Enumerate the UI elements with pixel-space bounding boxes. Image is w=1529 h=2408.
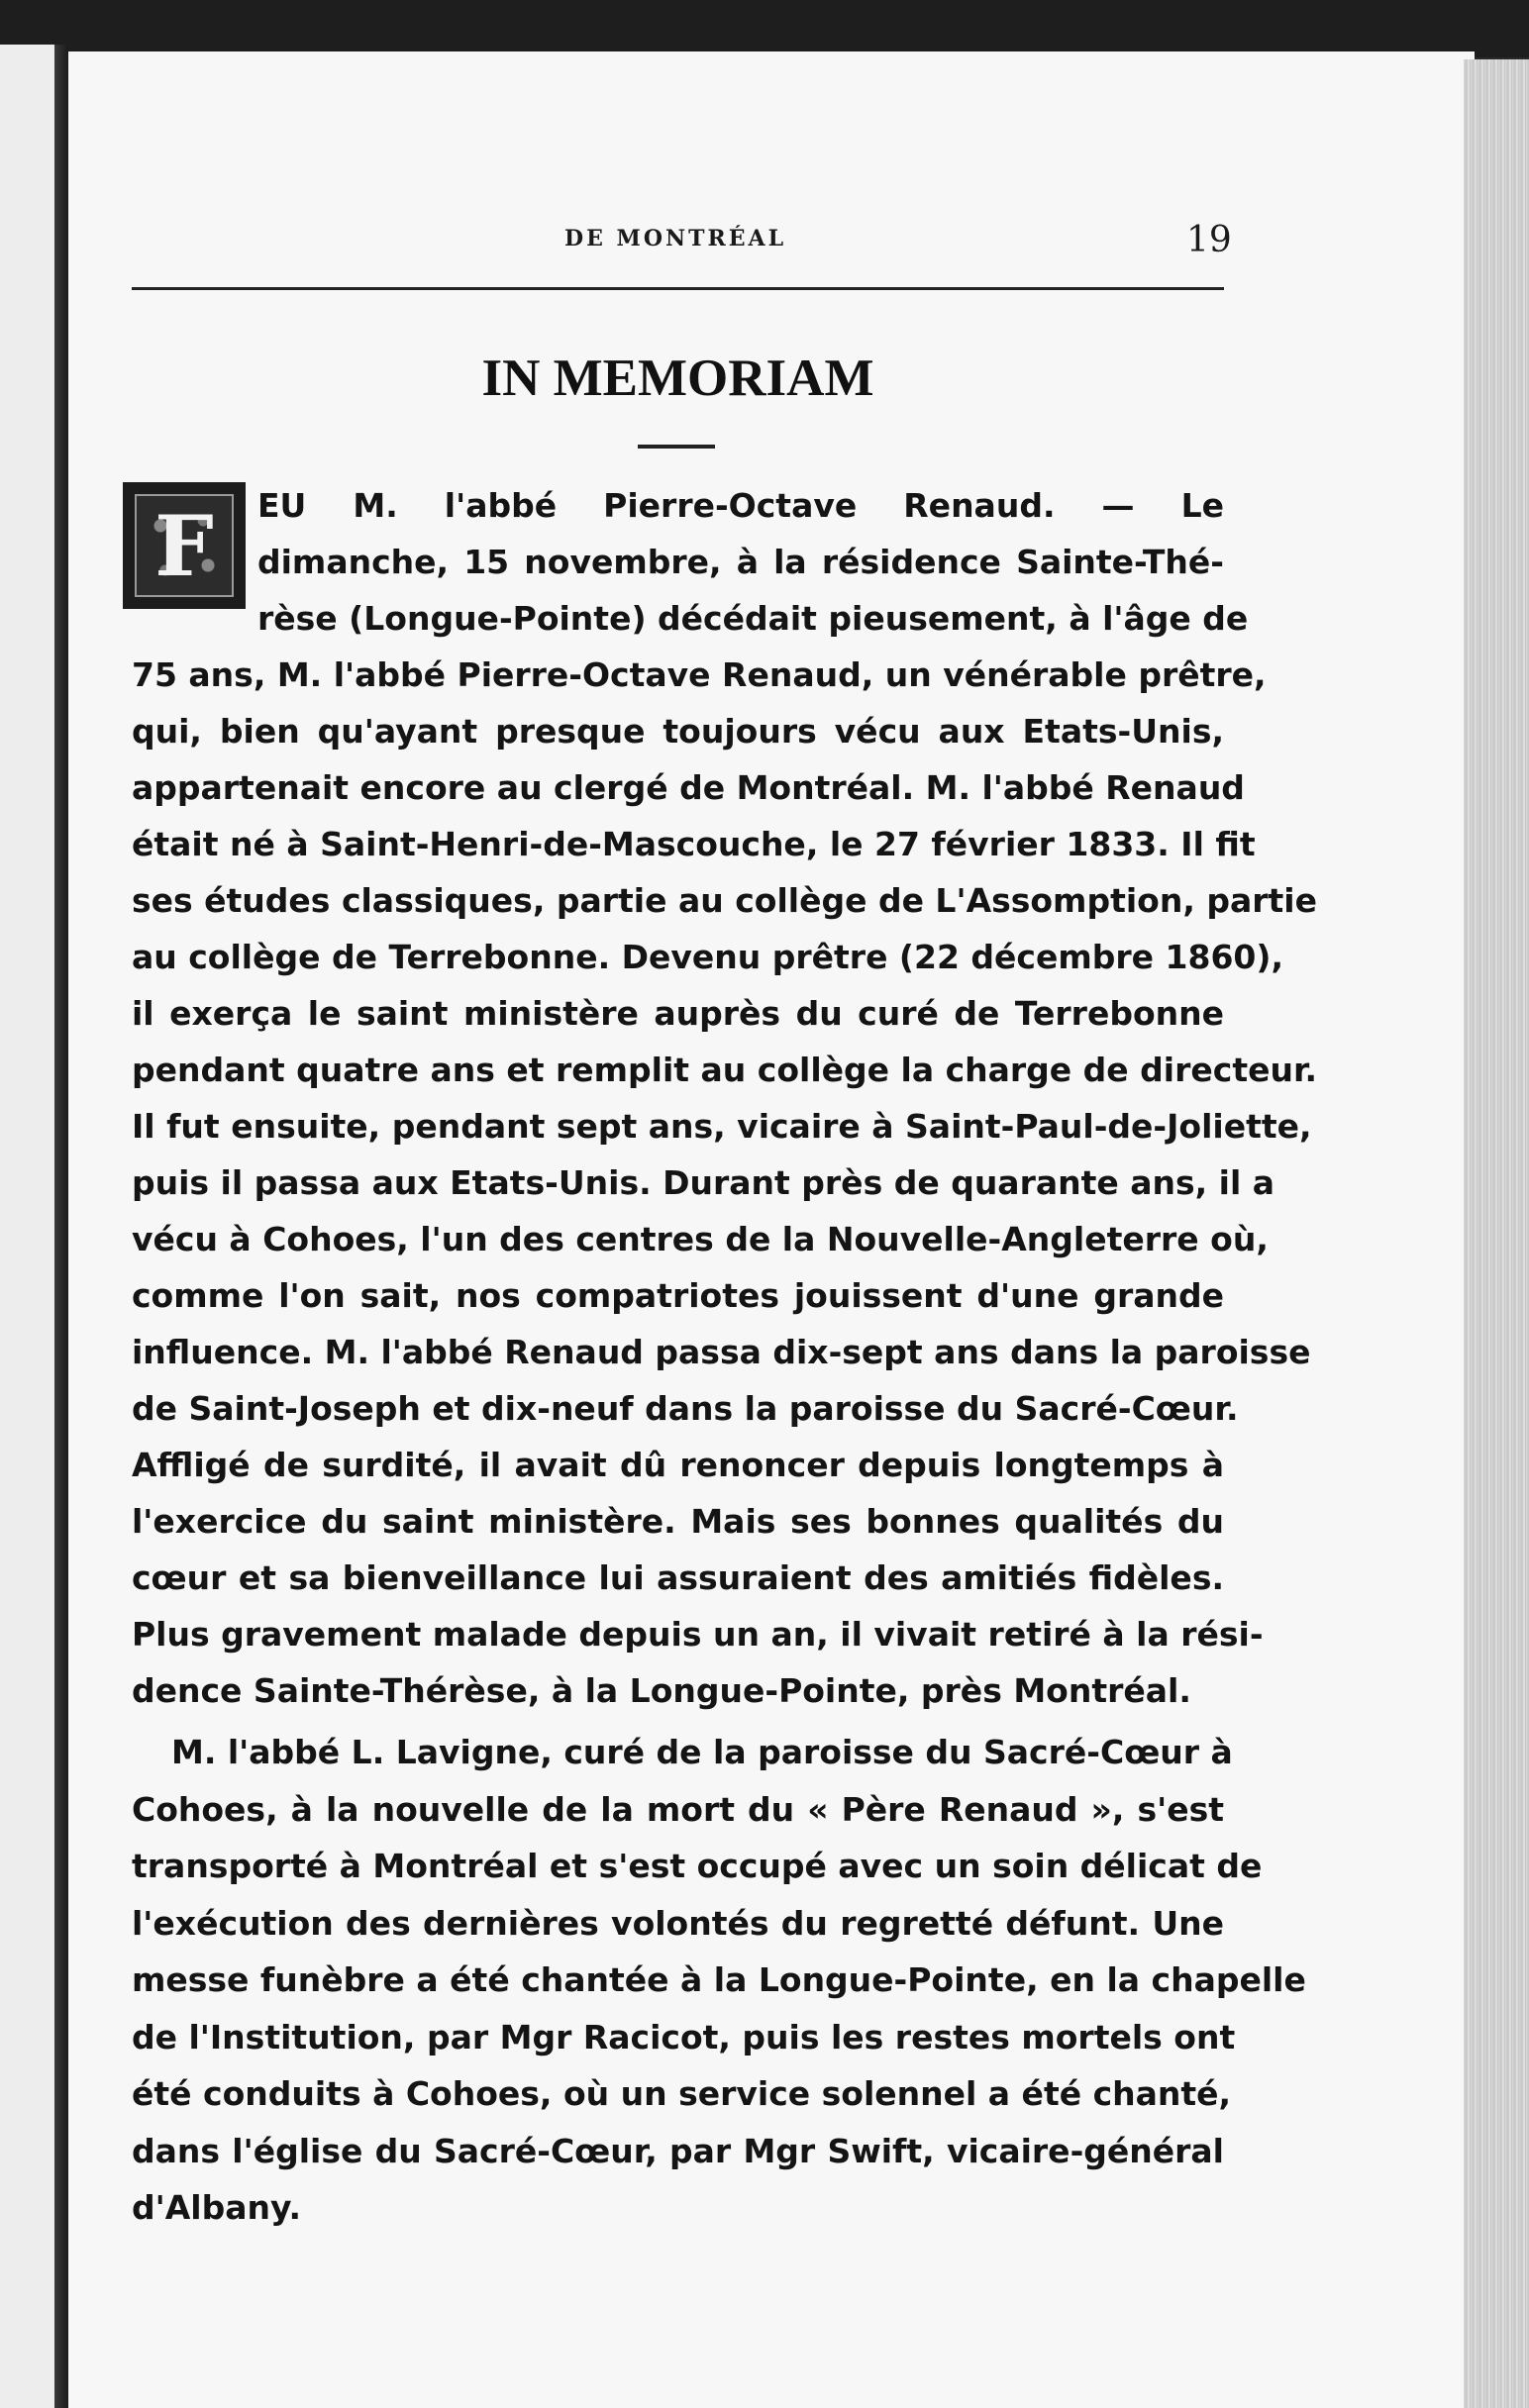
text-line: l'exécution des dernières volontés du regretté défunt. Une	[132, 1903, 1224, 1943]
text-line: d'Albany.	[132, 2188, 301, 2227]
text-line: pendant quatre ans et remplit au collège la charge de directeur.	[132, 1051, 1318, 1089]
text-line: dence Sainte-Thérèse, à la Longue-Pointe, près Montréal.	[132, 1671, 1191, 1710]
text-line: cœur et sa bienveillance lui assuraient des amitiés fidèles.	[132, 1558, 1224, 1597]
book-spine	[54, 45, 68, 2408]
text-line: dans l'église du Sacré-Cœur, par Mgr Swift, vicaire-général	[132, 2131, 1224, 2170]
text-line: 75 ans, M. l'abbé Pierre-Octave Renaud, un vénérable prêtre,	[132, 655, 1267, 694]
text-line: l'exercice du saint ministère. Mais ses bonnes qualités du	[132, 1502, 1224, 1541]
article-title: IN MEMORIAM	[481, 350, 874, 407]
title-rule	[638, 445, 715, 449]
text-line: Plus gravement malade depuis un an, il vivait retiré à la rési-	[132, 1615, 1264, 1654]
running-head: DE MONTRÉAL	[564, 226, 787, 251]
text-line: puis il passa aux Etats-Unis. Durant près de quarante ans, il a	[132, 1163, 1275, 1202]
ornamental-dropcap	[123, 482, 246, 609]
text-line: de Saint-Joseph et dix-neuf dans la paroisse du Sacré-Cœur.	[132, 1389, 1239, 1428]
facing-page-edge	[0, 45, 61, 2408]
text-line: il exerça le saint ministère auprès du curé de Terrebonne	[132, 994, 1224, 1033]
text-line: M. l'abbé L. Lavigne, curé de la paroisse du Sacré-Cœur à	[171, 1733, 1233, 1771]
page-number: 19	[1186, 220, 1232, 260]
text-line: était né à Saint-Henri-de-Mascouche, le 27 février 1833. Il fit	[132, 825, 1256, 863]
text-line: messe funèbre a été chantée à la Longue-Pointe, en la chapelle	[132, 1960, 1306, 1999]
dropcap-letter: F	[135, 494, 234, 597]
text-line: Il fut ensuite, pendant sept ans, vicaire à Saint-Paul-de-Joliette,	[132, 1107, 1312, 1146]
header-rule	[132, 287, 1224, 290]
text-line: dimanche, 15 novembre, à la résidence Sainte-Thé-	[257, 543, 1224, 581]
text-line: comme l'on sait, nos compatriotes jouissent d'une grande	[132, 1276, 1224, 1315]
text-line: appartenait encore au clergé de Montréal. M. l'abbé Renaud	[132, 768, 1245, 807]
text-line: Affligé de surdité, il avait dû renoncer depuis longtemps à	[132, 1446, 1224, 1484]
text-line: transporté à Montréal et s'est occupé avec un soin délicat de	[132, 1847, 1263, 1885]
text-line: influence. M. l'abbé Renaud passa dix-sept ans dans la paroisse	[132, 1333, 1311, 1371]
text-line: vécu à Cohoes, l'un des centres de la Nouvelle-Angleterre où,	[132, 1220, 1269, 1258]
text-line: EU M. l'abbé Pierre-Octave Renaud. — Le	[257, 486, 1224, 525]
text-line: au collège de Terrebonne. Devenu prêtre (22 décembre 1860),	[132, 938, 1283, 976]
text-line: été conduits à Cohoes, où un service solennel a été chanté,	[132, 2074, 1232, 2113]
text-line: Cohoes, à la nouvelle de la mort du « Père Renaud », s'est	[132, 1789, 1224, 1829]
text-line: de l'Institution, par Mgr Racicot, puis les restes mortels ont	[132, 2017, 1236, 2057]
text-line: qui, bien qu'ayant presque toujours vécu aux Etats-Unis,	[132, 712, 1224, 751]
scan-background-top	[0, 0, 1529, 57]
text-line: ses études classiques, partie au collège de L'Assomption, partie	[132, 881, 1317, 920]
page-edges	[1464, 59, 1529, 2408]
text-line: rèse (Longue-Pointe) décédait pieusement, à l'âge de	[257, 599, 1249, 638]
